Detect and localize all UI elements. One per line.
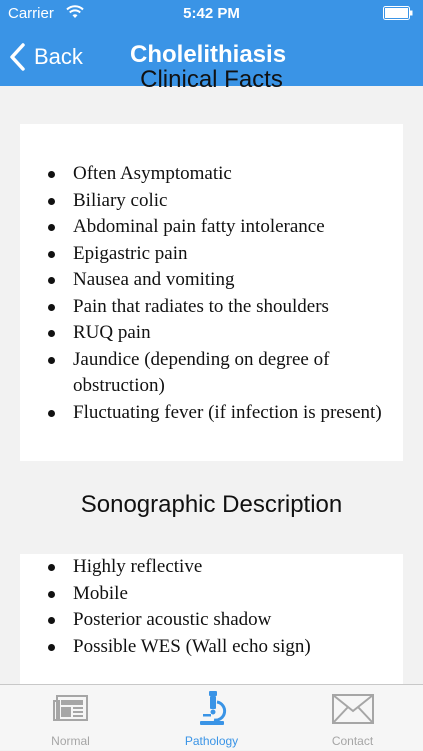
tab-normal[interactable] bbox=[0, 685, 141, 751]
carrier-label: Carrier bbox=[8, 5, 54, 22]
clinical-facts-list bbox=[20, 124, 403, 426]
content-scroll-area[interactable] bbox=[0, 66, 423, 684]
sonographic-list bbox=[20, 554, 403, 660]
clinical-facts-heading: Clinical Facts bbox=[140, 66, 283, 93]
tab-contact[interactable] bbox=[282, 685, 423, 751]
sonographic-description-heading: Sonographic Description bbox=[80, 491, 343, 518]
list-item: Posterior acoustic shadow bbox=[20, 607, 403, 634]
list-item: RUQ pain bbox=[20, 320, 403, 347]
tab-normal-label: Normal bbox=[51, 734, 90, 748]
battery-icon bbox=[383, 6, 413, 20]
list-item: Jaundice (depending on degree of obstruction) bbox=[20, 347, 403, 400]
list-item: Fluctuating fever (if infection is present) bbox=[20, 400, 403, 427]
tab-pathology-label: Pathology bbox=[184, 734, 239, 748]
microscope-icon bbox=[197, 690, 227, 726]
tab-contact-label: Contact bbox=[331, 734, 374, 748]
status-time: 5:42 PM bbox=[183, 5, 240, 22]
tab-bar bbox=[0, 684, 423, 750]
newspaper-icon bbox=[53, 693, 89, 723]
list-item: Possible WES (Wall echo sign) bbox=[20, 634, 403, 661]
status-bar bbox=[0, 0, 423, 28]
list-item: Epigastric pain bbox=[20, 241, 403, 268]
list-item: Abdominal pain fatty intolerance bbox=[20, 214, 403, 241]
envelope-icon bbox=[331, 693, 375, 725]
page-title: Cholelithiasis bbox=[130, 41, 287, 68]
list-item: Mobile bbox=[20, 581, 403, 608]
list-item: Pain that radiates to the shoulders bbox=[20, 294, 403, 321]
tab-pathology[interactable] bbox=[141, 685, 282, 751]
back-button-label: Back bbox=[34, 44, 83, 69]
clinical-facts-card bbox=[20, 124, 403, 461]
list-item: Biliary colic bbox=[20, 188, 403, 215]
list-item: Highly reflective bbox=[20, 554, 403, 581]
list-item: Often Asymptomatic bbox=[20, 161, 403, 188]
list-item: Nausea and vomiting bbox=[20, 267, 403, 294]
